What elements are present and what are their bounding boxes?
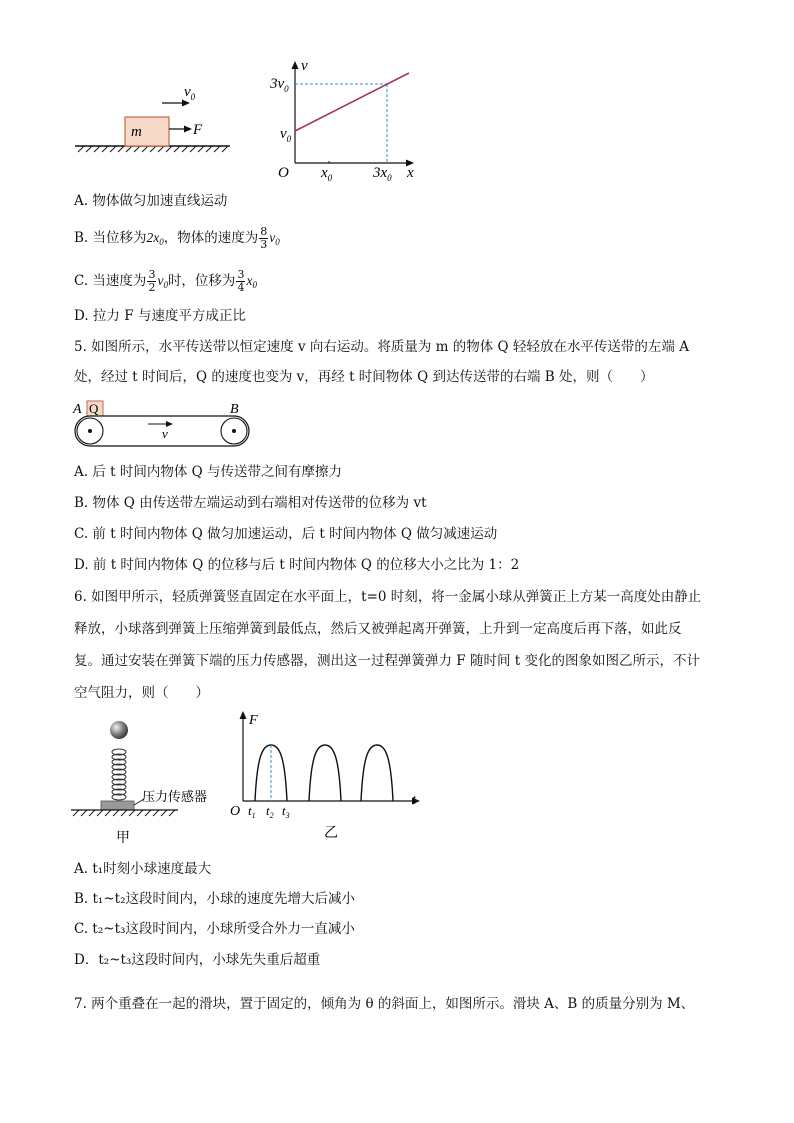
x-tick-3x0: $3x_0$	[373, 165, 392, 183]
q4-vx-graph	[268, 58, 428, 188]
q6-option-d: D．t₂~t₃这段时间内，小球先失重后超重	[74, 952, 321, 968]
q5-stem-line-1: 5. 如图所示，水平传送带以恒定速度 v 向右运动。将质量为 m 的物体 Q 轻轻放在水平传送带的左端 A	[74, 339, 689, 355]
q6-stem-line-2: 释放，小球落到弹簧上压缩弹簧到最低点，然后又被弹起离开弹簧，上升到一定高度后再下落，如此反	[74, 621, 682, 637]
velocity-label: $v_0$	[184, 84, 196, 102]
q4-block-figure	[70, 82, 240, 154]
q6-stem-line-3: 复。通过安装在弹簧下端的压力传感器，测出这一过程弹簧弹力 F 随时间 t 变化的图象如图乙所示，不计	[74, 653, 700, 669]
q4-b-tail: $v_0$	[269, 230, 280, 247]
force-pulse-2	[309, 745, 341, 801]
q4-b-var: $2x_0$	[146, 230, 164, 247]
q5-stem-line-2: 处，经过 t 时间后，Q 的速度也变为 v，再经 t 时间物体 Q 到达传送带的右端 B 处，则（ ）	[74, 369, 654, 385]
q4-option-a: A. 物体做匀加速直线运动	[74, 193, 228, 209]
q5-option-a: A. 后 t 时间内物体 Q 与传送带之间有摩擦力	[74, 464, 342, 480]
spring	[112, 749, 126, 800]
tick-t1: $t_1$	[248, 803, 256, 820]
figure-jia-label: 甲	[116, 831, 130, 846]
q4-c-fraction-2: $\frac{3}{4}$	[237, 268, 245, 294]
conveyor-velocity-label: v	[162, 426, 168, 441]
q4-c-fraction: $\frac{3}{2}$	[148, 268, 156, 294]
pressure-sensor	[101, 801, 134, 810]
y-tick-v0: $v_0$	[280, 126, 292, 144]
x-axis-label: x	[407, 165, 414, 181]
tick-t3: $t_3$	[282, 803, 290, 820]
graph-t-label: t	[412, 793, 416, 808]
sensor-label: 压力传感器	[142, 789, 208, 804]
q4-option-c	[74, 269, 257, 295]
q6-ft-graph	[226, 708, 426, 846]
q5-option-b: B. 物体 Q 由传送带左端运动到右端相对传送带的位移为 vt	[74, 495, 427, 511]
force-label: F	[193, 122, 203, 138]
q5-option-d: D. 前 t 时间内物体 Q 的位移与后 t 时间内物体 Q 的位移大小之比为 1：2	[74, 557, 520, 573]
q6-spring-figure	[66, 712, 231, 847]
object-q-label: Q	[89, 401, 99, 416]
graph-origin: O	[230, 804, 241, 819]
y-tick-3v0: $3v_0$	[270, 76, 289, 94]
q4-c-tail: $x_0$	[246, 273, 257, 290]
q6-option-b: B. t₁~t₂这段时间内，小球的速度先增大后减小	[74, 891, 355, 907]
x-tick-x0: $x_0$	[321, 165, 333, 183]
conveyor-label-b: B	[230, 402, 239, 417]
q5-conveyor-figure	[70, 398, 260, 450]
q6-option-c: C. t₂~t₃这段时间内，小球所受合外力一直减小	[74, 921, 355, 937]
q6-option-a: A. t₁时刻小球速度最大	[74, 861, 212, 877]
q4-b-prefix: B. 当位移为	[74, 230, 147, 246]
y-axis-label: v	[301, 58, 308, 74]
q4-c-var: $v_0$	[157, 273, 168, 290]
force-pulse-3	[361, 745, 393, 801]
graph-f-label: F	[249, 713, 258, 728]
q6-stem-line-1: 6. 如图甲所示，轻质弹簧竖直固定在水平面上，t=0 时刻，将一金属小球从弹簧正上方某一高度处由静止	[74, 589, 702, 605]
conveyor-label-a: A	[73, 402, 82, 417]
q6-stem-line-4: 空气阻力，则（ ）	[74, 685, 209, 701]
q4-c-prefix: C. 当速度为	[74, 273, 147, 289]
tick-t2: $t_2$	[266, 803, 274, 820]
metal-ball	[110, 721, 128, 739]
block-label: m	[131, 124, 142, 140]
q5-option-c: C. 前 t 时间内物体 Q 做匀加速运动，后 t 时间内物体 Q 做匀减速运动	[74, 526, 498, 542]
origin-label: O	[278, 165, 289, 181]
q4-b-mid: ，物体的速度为	[163, 230, 259, 246]
q4-velocity-line	[295, 73, 409, 131]
q4-option-b	[74, 226, 280, 252]
q4-b-fraction: $\frac{8}{3}$	[260, 225, 268, 251]
q4-option-d: D. 拉力 F 与速度平方成正比	[74, 308, 246, 324]
figure-yi-label: 乙	[324, 826, 338, 841]
q7-stem-line-1: 7. 两个重叠在一起的滑块，置于固定的，倾角为 θ 的斜面上，如图所示。滑块 A、B 的质量分别为 M、	[74, 996, 695, 1012]
q4-c-mid: 时，位移为	[167, 273, 236, 289]
